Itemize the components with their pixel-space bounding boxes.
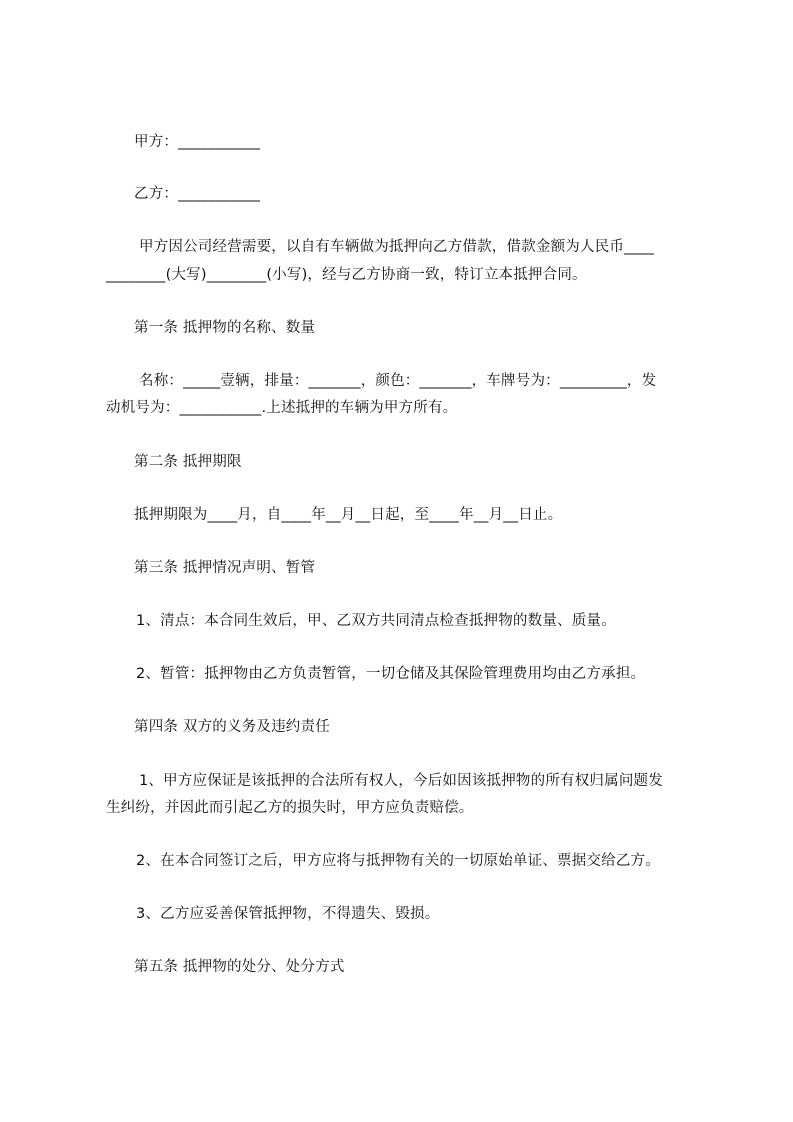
article-2-text: 抵押期限为____月，自____年__月__日起，至____年__月__日止。 (134, 507, 563, 523)
article-1-title: 第一条 抵押物的名称、数量 (134, 320, 316, 336)
article-3-item-2: 2、暂管：抵押物由乙方负责暂管，一切仓储及其保险管理费用均由乙方承担。 (136, 666, 646, 682)
article-3-item-1: 1、清点：本合同生效后，甲、乙双方共同清点检查抵押物的数量、质量。 (136, 613, 616, 629)
party-a-line: 甲方：___________ (134, 134, 261, 150)
intro-paragraph-line-1: 甲方因公司经营需要，以自有车辆做为抵押向乙方借款，借款金额为人民币____ (139, 239, 654, 255)
article-1-line-2: 动机号为：___________.上述抵押的车辆为甲方所有。 (106, 400, 458, 416)
article-4-title: 第四条 双方的义务及违约责任 (134, 719, 330, 735)
article-4-item-1-line-2: 生纠纷，并因此而引起乙方的损失时，甲方应负责赔偿。 (106, 800, 474, 816)
party-b-line: 乙方：___________ (134, 186, 261, 202)
article-3-title: 第三条 抵押情况声明、暂管 (134, 560, 316, 576)
article-4-item-2: 2、在本合同签订之后，甲方应将与抵押物有关的一切原始单证、票据交给乙方。 (136, 853, 660, 869)
article-5-title: 第五条 抵押物的处分、处分方式 (134, 959, 345, 975)
article-2-title: 第二条 抵押期限 (134, 454, 242, 470)
article-4-item-3: 3、乙方应妥善保管抵押物，不得遗失、毁损。 (136, 906, 440, 922)
intro-paragraph-line-2: ________(大写)________(小写)，经与乙方协商一致，特订立本抵押合同。 (106, 267, 587, 283)
article-4-item-1-line-1: 1、甲方应保证是该抵押的合法所有权人，今后如因该抵押物的所有权归属问题发 (139, 773, 663, 789)
article-1-line-1: 名称：_____壹辆，排量：_______，颜色：_______，车牌号为：_________，发 (139, 373, 657, 389)
